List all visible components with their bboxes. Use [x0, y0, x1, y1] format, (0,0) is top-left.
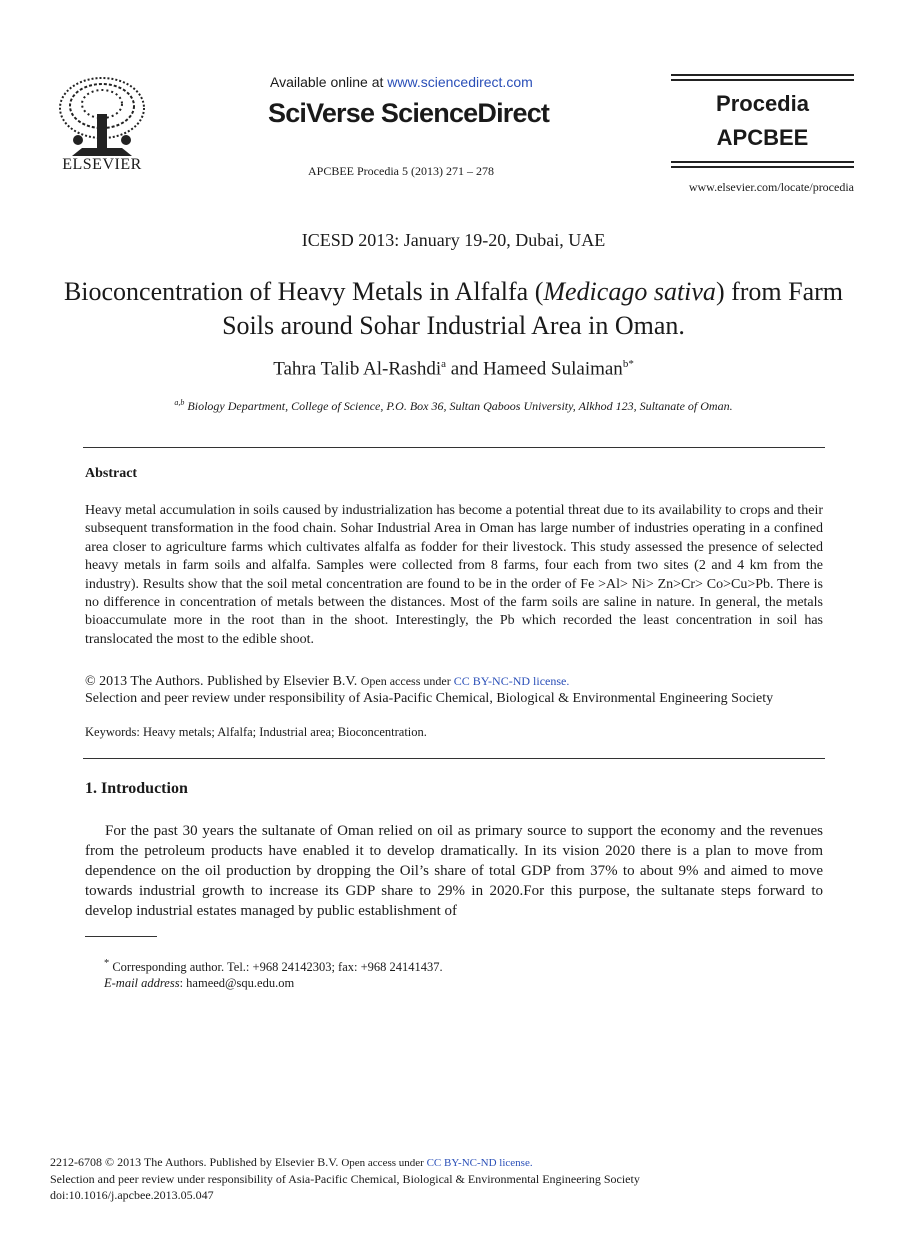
footer-copyright: 2212-6708 © 2013 The Authors. Published by Elsevier B.V. — [50, 1155, 342, 1169]
available-online — [270, 74, 533, 90]
title-part2: ) from Farm Soils around Sohar Industrial Area in Oman. — [222, 277, 844, 340]
journal-citation: APCBEE Procedia 5 (2013) 271 – 278 — [308, 164, 494, 178]
author-2-affil: b* — [622, 358, 634, 370]
author-1: Tahra Talib Al-Rashdi — [273, 358, 442, 380]
abstract-heading: Abstract — [85, 466, 138, 481]
footnote-corresponding — [104, 958, 443, 975]
procedia-line1: Procedia — [716, 91, 809, 116]
badge-rule — [671, 166, 854, 168]
procedia-title — [671, 87, 854, 155]
paper-title — [40, 275, 867, 343]
procedia-line2: APCBEE — [716, 125, 809, 150]
section-heading: 1. Introduction — [85, 780, 188, 797]
author-1-affil: a — [441, 358, 447, 370]
footnote-rule — [85, 936, 157, 937]
title-species: Medicago sativa — [543, 277, 716, 306]
page-footer — [50, 1154, 640, 1203]
footer-line1 — [50, 1154, 640, 1171]
footer-doi[interactable]: doi:10.1016/j.apcbee.2013.05.047 — [50, 1188, 214, 1202]
author-2: Hameed Sulaiman — [482, 358, 623, 380]
license-link[interactable]: CC BY-NC-ND license. — [453, 674, 570, 688]
author-list — [0, 358, 907, 380]
sciencedirect-link[interactable]: www.sciencedirect.com — [387, 74, 533, 90]
email-label: E-mail address — [104, 976, 180, 990]
affiliation — [0, 398, 907, 414]
affiliation-marker: a,b — [174, 398, 185, 407]
copyright-text: © 2013 The Authors. Published by Elsevier B.V. — [85, 674, 361, 689]
email-address[interactable]: : hameed@squ.edu.om — [179, 976, 295, 990]
footnote-star: * — [104, 958, 110, 969]
footnote-email — [104, 976, 294, 991]
divider — [83, 758, 825, 759]
available-prefix: Available online at — [270, 74, 388, 90]
badge-rule — [671, 161, 854, 163]
copyright-line — [85, 674, 569, 690]
footer-open-access: Open access under — [341, 1157, 427, 1169]
badge-rule — [671, 79, 854, 81]
affiliation-text: Biology Department, College of Science, P.O. Box 36, Sultan Qaboos University, Alkhod 123, Sultanate of Oman. — [184, 399, 733, 413]
author-join: and — [446, 358, 483, 380]
footer-license-link[interactable]: CC BY-NC-ND license. — [426, 1157, 533, 1169]
elsevier-wordmark: ELSEVIER — [62, 156, 142, 173]
title-part1: Bioconcentration of Heavy Metals in Alfalfa ( — [63, 277, 544, 306]
journal-url[interactable]: www.elsevier.com/locate/procedia — [688, 180, 854, 194]
keywords: Keywords: Heavy metals; Alfalfa; Industrial area; Bioconcentration. — [85, 725, 427, 739]
procedia-badge — [671, 74, 854, 171]
open-access-text: Open access under — [360, 674, 454, 688]
corresponding-text: Corresponding author. Tel.: +968 24142303; fax: +968 24141437. — [109, 960, 443, 975]
footer-line2: Selection and peer review under responsibility of Asia-Pacific Chemical, Biological & Environmental Engineering Society — [50, 1172, 640, 1186]
badge-rule — [671, 74, 854, 76]
intro-paragraph: For the past 30 years the sultanate of Oman relied on oil as primary source to support the economy and the revenues from the petroleum products have enabled it to develop dramatically. In its vision 2020 there is a plan to move from dependence on the oil production by dropping the Oil’s share of total GDP from 37% to about 9% and aimed to move towards industrial growth to increase its GDP share to 29% in 2020.For this purpose, the sultanate steps forward to develop industrial estates managed by public establishment of — [85, 823, 823, 919]
divider — [83, 447, 825, 448]
sciverse-logo: SciVerse ScienceDirect — [268, 98, 550, 128]
conference-line: ICESD 2013: January 19-20, Dubai, UAE — [301, 230, 606, 250]
abstract-text: Heavy metal accumulation in soils caused by industrialization has become a potential threat due to its availability to crops and their subsequent transformation in the food chain. Sohar Industrial Area in Oman has large number of industries operating in a confined area closer to agriculture farms which cultivates alfalfa as fodder for their livestock. This study assessed the presence of selected heavy metals in farm soils and alfalfa. Samples were collected from 8 farms, four each from two sites (2 and 4 km from the industry). Results show that the soil metal concentration are found to be in the order of Fe >Al> Ni> Zn>Cr> Co>Cu>Pb. There is no difference in concentration of metals between the distances. Most of the farm soils are saline in nature. In general, the metals bioaccumulate more in the root than in the shoot. Interestingly, the Pb which recorded the least concentration in soil has translocated the most to the edible shoot. — [85, 503, 823, 647]
peer-review-line: Selection and peer review under responsibility of Asia-Pacific Chemical, Biological & Environmental Engineering Society — [85, 691, 774, 706]
